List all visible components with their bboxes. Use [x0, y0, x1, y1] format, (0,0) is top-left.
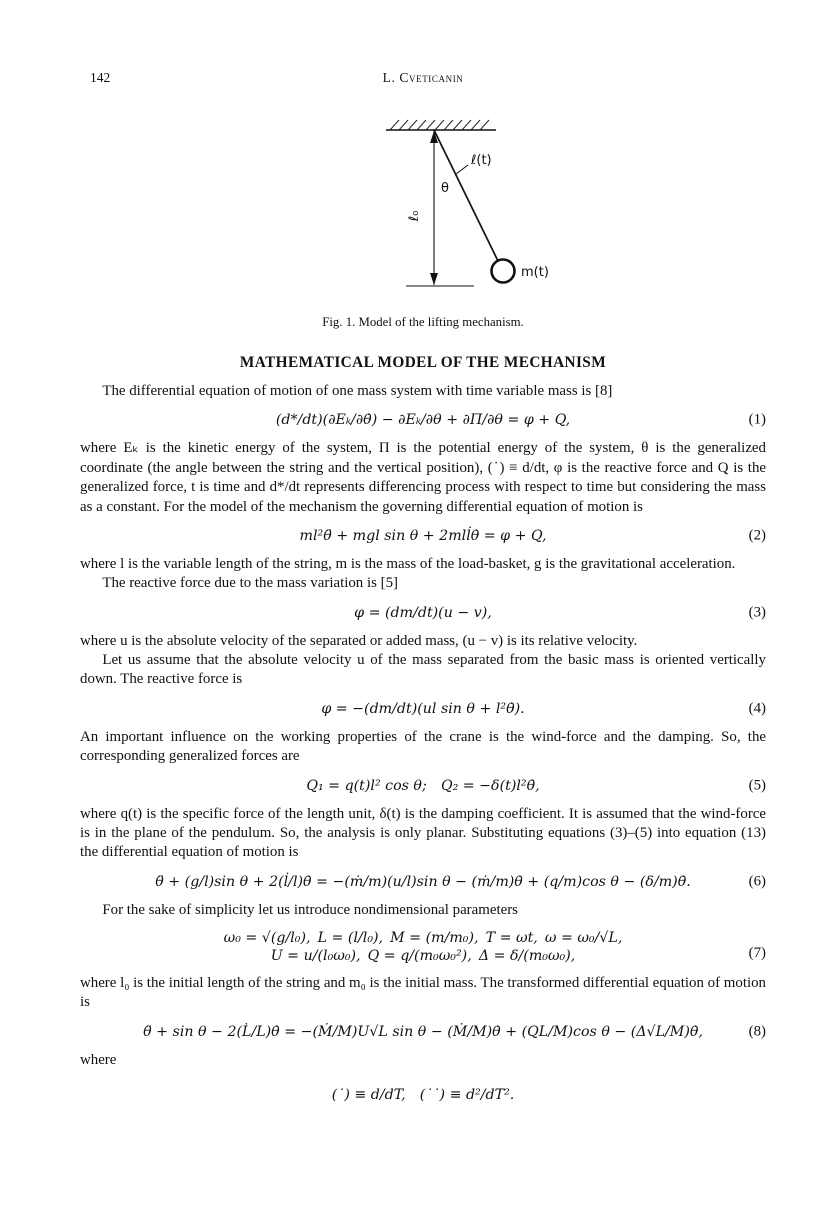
paragraph-5: where u is the absolute velocity of the separated or added mass, (u − v) is its relative velocity. [80, 632, 638, 649]
equation-8 [80, 1023, 766, 1041]
equation-5-number: (5) [748, 777, 766, 793]
paragraph-2: where Eₖ is the kinetic energy of the system, Π is the potential energy of the system, θ is the generalized coordinate (the angle between the string and the vertical position), (˙) ≡ d/dt, φ is the reactive force and Q is the generalized force, t is time and d*/dt represents differencing process with respect to time but considering the mass as a constant. For the model of the mechanism the governing differential equation of motion is [80, 440, 766, 515]
paragraph-6: Let us assume that the absolute velocity u of the mass separated from the basic mass is oriented vertically down. The reactive force is [80, 652, 766, 688]
pendulum-diagram [258, 108, 588, 304]
equation-1-body: (d*/dt)(∂Eₖ/∂θ̇) − ∂Eₖ/∂θ + ∂Π/∂θ = φ + Q, [275, 412, 571, 429]
label-string-length: ℓ(t) [471, 153, 492, 168]
label-initial-length: ℓ₀ [407, 210, 422, 222]
derivative-definitions [80, 1086, 766, 1104]
paragraph-11: where [80, 1051, 117, 1068]
dimension-arrow-down [430, 273, 438, 285]
ceiling-hatching [390, 120, 489, 130]
label-mass: m(t) [521, 265, 549, 280]
paragraph-1: The differential equation of motion of one mass system with time variable mass is [8] [102, 383, 613, 399]
figure-caption: Fig. 1. Model of the lifting mechanism. [322, 315, 524, 329]
figure-1 [80, 108, 766, 330]
equation-7-number: (7) [748, 945, 766, 961]
equation-5-body: Q₁ = q(t)l² cos θ; Q₂ = −δ(t)l²θ̇, [306, 777, 540, 794]
equation-5 [80, 777, 766, 795]
running-head: L. Cveticanin [382, 70, 464, 85]
equation-7-line-2: U = u/(l₀ω₀), Q = q/(m₀ω₀²), Δ = δ/(m₀ω₀), [270, 948, 576, 964]
paragraph-10: where l₀ is the initial length of the string and m₀ is the initial mass. The transformed differential equation of motion is [80, 975, 766, 1011]
equation-1 [80, 411, 766, 429]
paragraph-9: For the sake of simplicity let us introduce nondimensional parameters [102, 901, 518, 918]
equation-4-body: φ = −(dm/dt)(ul sin θ + l²θ̇). [321, 700, 525, 717]
equation-2 [80, 527, 766, 545]
equation-8-body: θ̈ + sin θ − 2(L̇/L)θ̇ = −(Ṁ/M)U√L sin θ − (Ṁ/M)θ̇ + (QL/M)cos θ − (Δ√L/M)θ̇, [143, 1023, 703, 1040]
equation-8-number: (8) [748, 1023, 766, 1040]
paragraph-3: where l is the variable length of the string, m is the mass of the load-basket, g is the gravitational acceleration. [80, 555, 736, 572]
equation-7-line-1: ω₀ = √(g/l₀), L = (l/l₀), M = (m/m₀), T = ωt, ω = ω₀/√L, [223, 930, 623, 946]
mass-circle [492, 260, 515, 283]
equation-7 [80, 930, 766, 964]
paragraph-8: where q(t) is the specific force of the length unit, δ(t) is the damping coefficient. It is assumed that the wind-force is in the plane of the pendulum. So, the analysis is only planar. Substituting equations (3)–(5) into equation (13) the differential equation of motion is [80, 805, 766, 861]
label-angle: θ [441, 181, 449, 196]
derivative-definitions-body: (˙) ≡ d/dT, (˙˙) ≡ d²/dT². [331, 1087, 515, 1104]
equation-2-number: (2) [748, 527, 766, 544]
equation-4 [80, 700, 766, 718]
equation-6 [80, 873, 766, 891]
article-body [80, 382, 766, 1104]
page-header [80, 70, 766, 88]
paragraph-7: An important influence on the working properties of the crane is the wind-force and the damping. So, the corresponding generalized forces are [80, 728, 766, 765]
equation-4-number: (4) [748, 700, 766, 717]
equation-3-body: φ = (dm/dt)(u − v), [354, 604, 492, 621]
paragraph-4: The reactive force due to the mass variation is [5] [102, 575, 398, 592]
equation-3 [80, 604, 766, 622]
equation-3-number: (3) [748, 604, 766, 621]
section-heading: MATHEMATICAL MODEL OF THE MECHANISM [239, 354, 607, 371]
equation-6-body: θ̈ + (g/l)sin θ + 2(l̇/l)θ̇ = −(ṁ/m)(u/l)sin θ − (ṁ/m)θ̇ + (q/m)cos θ − (δ/m)θ̇. [155, 873, 691, 890]
string-label-leader [456, 165, 468, 174]
equation-1-number: (1) [748, 411, 766, 428]
equation-2-body: ml²θ̈ + mgl sin θ + 2mll̇θ̇ = φ + Q, [299, 527, 547, 544]
equation-6-number: (6) [748, 873, 766, 890]
page-number: 142 [90, 70, 111, 85]
